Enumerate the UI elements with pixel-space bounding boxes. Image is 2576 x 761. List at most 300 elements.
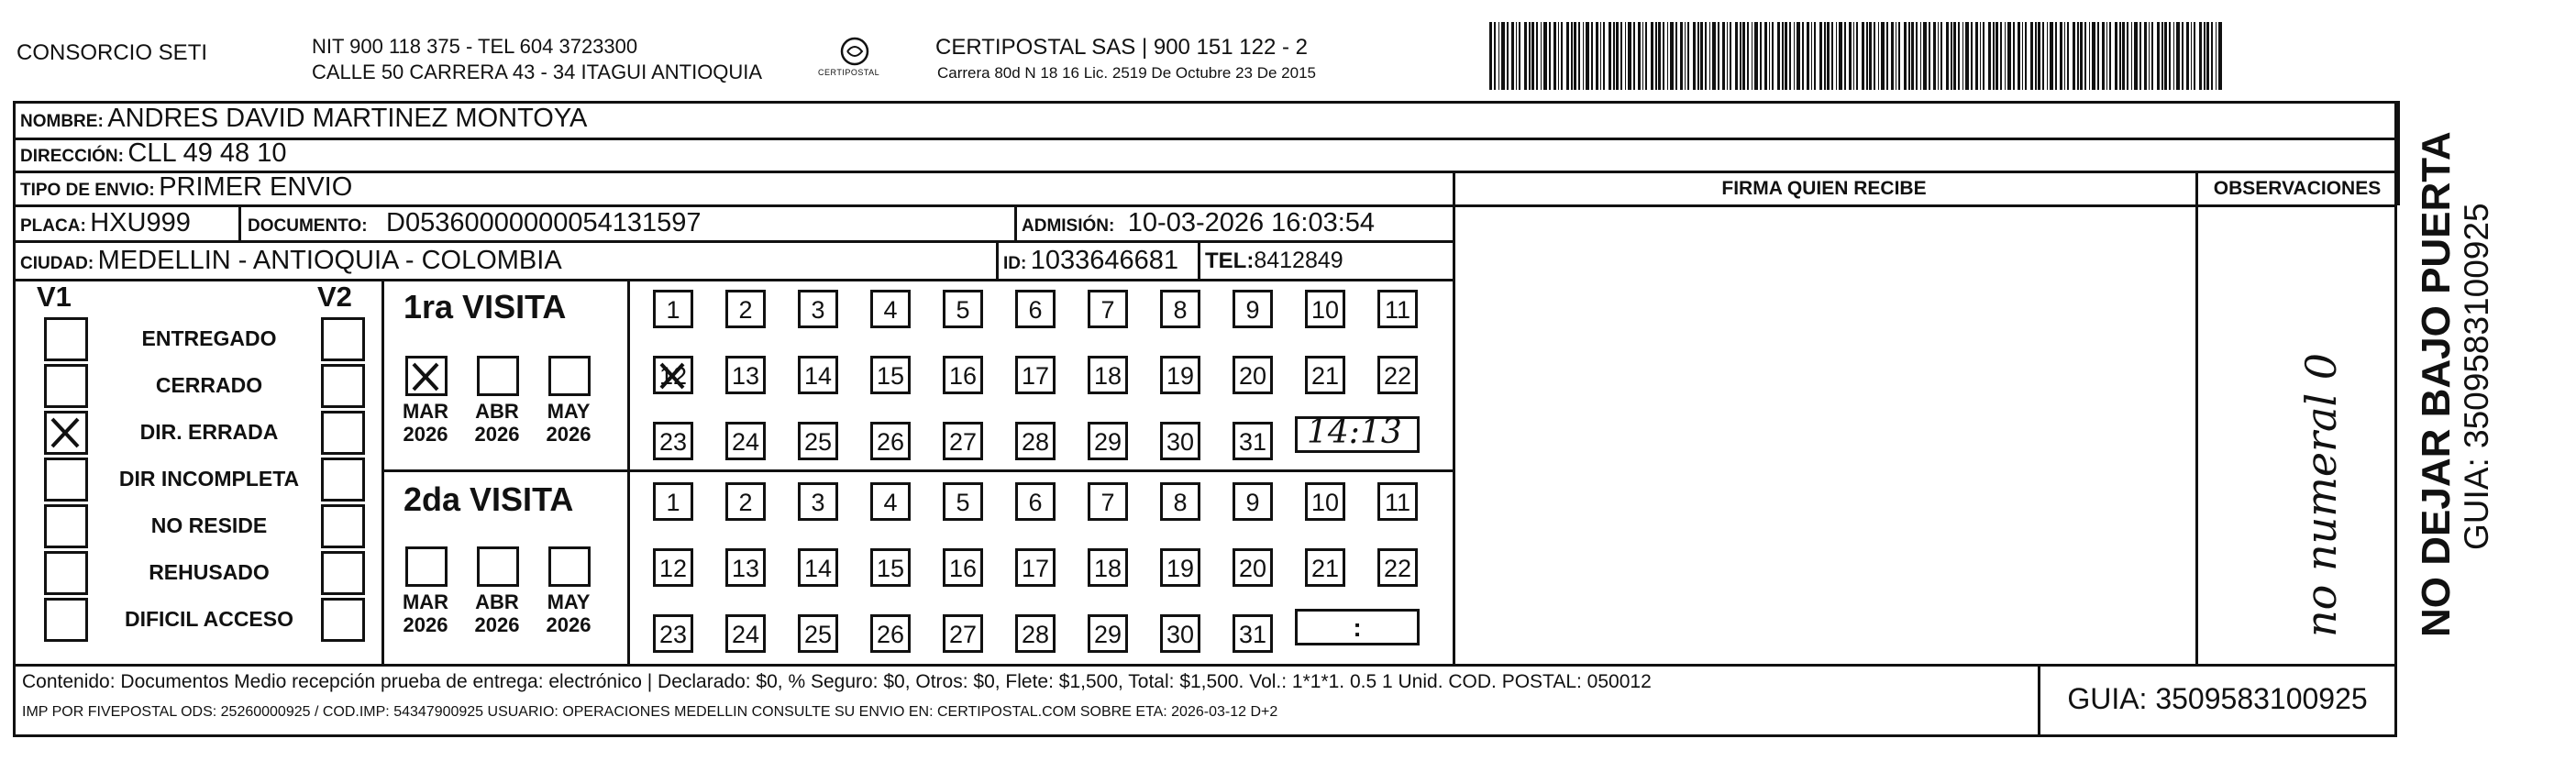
barcode-bar (2176, 22, 2180, 90)
barcode-bar (1680, 22, 1683, 90)
barcode-bar (1727, 22, 1728, 90)
month-name: MAY (547, 400, 591, 423)
barcode-bar (1831, 22, 1833, 90)
barcode-bar (1760, 22, 1762, 90)
barcode-bar (1953, 22, 1956, 90)
v1-checkbox[interactable] (44, 458, 88, 502)
v2-checkbox[interactable] (321, 504, 365, 548)
barcode-bar (1645, 22, 1647, 90)
carrier-line: CERTIPOSTAL SAS | 900 151 122 - 2 (935, 35, 1308, 60)
ciudad-label: CIUDAD: (20, 254, 94, 273)
day-box[interactable] (1305, 548, 1345, 587)
barcode-bar (1616, 22, 1619, 90)
col-line (2195, 171, 2198, 664)
barcode-bar (1667, 22, 1668, 90)
month-year: 2026 (474, 423, 520, 446)
day-number: 27 (948, 428, 978, 456)
barcode-bar (1541, 22, 1542, 90)
barcode-bar (1769, 22, 1770, 90)
barcode-bar (1962, 22, 1963, 90)
barcode-bar (1524, 22, 1527, 90)
barcode-bar (1609, 22, 1611, 90)
barcode-bar (1531, 22, 1534, 90)
month-label (468, 400, 526, 446)
day-box[interactable] (1015, 482, 1056, 521)
day-box[interactable] (943, 356, 983, 394)
barcode-bar (1625, 22, 1626, 90)
first-visit-time: 14:13 (1307, 414, 1402, 451)
day-number: 10 (1310, 296, 1340, 324)
barcode-bar (2157, 22, 2160, 90)
v1-checkbox[interactable] (44, 551, 88, 595)
v1-checkbox[interactable] (44, 598, 88, 642)
day-number: 30 (1166, 428, 1195, 456)
barcode-bar (2182, 22, 2184, 90)
day-number: 20 (1238, 362, 1267, 390)
day-number: 31 (1238, 428, 1267, 456)
barcode-bar (1730, 22, 1731, 90)
day-box[interactable] (870, 356, 911, 394)
barcode-bar (1886, 22, 1888, 90)
admision-label: ADMISIÓN: (1022, 216, 1115, 236)
day-box[interactable] (1088, 422, 1128, 460)
logo-text: CERTIPOSTAL (818, 68, 880, 77)
day-box[interactable] (943, 548, 983, 587)
day-box[interactable] (943, 290, 983, 328)
barcode-bar (1946, 22, 1949, 90)
barcode-bar (2025, 22, 2027, 90)
barcode-bar (1920, 22, 1921, 90)
barcode-bar (2169, 22, 2171, 90)
day-number: 2 (738, 296, 753, 324)
barcode-bar (2038, 22, 2040, 90)
barcode-bar (1501, 22, 1505, 90)
barcode-bar (1869, 22, 1872, 90)
day-number: 17 (1021, 555, 1050, 582)
day-box[interactable] (725, 614, 766, 653)
nit-line: NIT 900 118 375 - TEL 604 3723300 (312, 35, 638, 58)
ciudad-value: MEDELLIN - ANTIOQUIA - COLOMBIA (97, 246, 562, 275)
status-label: ENTREGADO (141, 326, 277, 350)
v2-checkbox[interactable] (321, 458, 365, 502)
day-box[interactable] (725, 356, 766, 394)
placa-cell (20, 208, 191, 238)
barcode-bar (2191, 22, 2192, 90)
barcode-bar (1827, 22, 1830, 90)
day-box[interactable] (1088, 290, 1128, 328)
barcode-bar (2060, 22, 2062, 90)
v2-checkbox[interactable] (321, 551, 365, 595)
barcode-bar (1498, 22, 1499, 90)
v1-checkbox[interactable] (44, 364, 88, 408)
day-number: 30 (1166, 621, 1195, 648)
day-number: 16 (948, 555, 978, 582)
barcode-bar (2018, 22, 2020, 90)
x-mark-icon (656, 358, 691, 393)
day-box[interactable] (1160, 548, 1200, 587)
day-box[interactable] (1305, 356, 1345, 394)
barcode-bar (1536, 22, 1538, 90)
day-box[interactable] (1305, 482, 1345, 521)
barcode (1489, 22, 2223, 90)
barcode-bar (1898, 22, 1900, 90)
barcode-bar (1794, 22, 1795, 90)
certipostal-logo (814, 33, 895, 84)
row-line (381, 469, 1453, 472)
day-number: 19 (1166, 555, 1195, 582)
col-line (996, 240, 999, 279)
day-box[interactable] (870, 614, 911, 653)
v1-checkbox[interactable] (44, 317, 88, 361)
barcode-bar (2161, 22, 2163, 90)
v2-checkbox[interactable] (321, 364, 365, 408)
day-box[interactable] (1233, 482, 1273, 521)
row-line (13, 240, 1453, 243)
barcode-bar (1904, 22, 1907, 90)
month-checkbox[interactable] (477, 546, 519, 587)
documento-label: DOCUMENTO: (248, 216, 368, 236)
day-number: 22 (1383, 362, 1412, 390)
barcode-bar (1578, 22, 1580, 90)
observaciones-label: OBSERVACIONES (2213, 178, 2382, 199)
no-dejar-warning: NO DEJAR BAJO PUERTA (2414, 131, 2459, 637)
day-box[interactable] (798, 290, 838, 328)
day-number: 10 (1310, 489, 1340, 516)
barcode-bar (2127, 22, 2128, 90)
day-box[interactable] (798, 356, 838, 394)
day-box[interactable] (653, 290, 693, 328)
day-number: 7 (1100, 489, 1115, 516)
day-number: 28 (1021, 621, 1050, 648)
barcode-bar (1814, 22, 1816, 90)
barcode-bar (2194, 22, 2195, 90)
barcode-bar (1529, 22, 1531, 90)
barcode-bar (2218, 22, 2222, 90)
day-number: 11 (1384, 489, 1411, 516)
day-number: 15 (876, 555, 905, 582)
v1-checkbox[interactable] (44, 411, 88, 455)
day-number: 28 (1021, 428, 1050, 456)
barcode-bar (1511, 22, 1514, 90)
barcode-bar (1754, 22, 1758, 90)
month-checkbox[interactable] (405, 356, 448, 396)
barcode-bar (1658, 22, 1661, 90)
barcode-bar (2077, 22, 2079, 90)
row-line (13, 279, 1453, 281)
day-box[interactable] (943, 482, 983, 521)
status-label: DIR. ERRADA (139, 420, 279, 444)
day-box[interactable] (653, 548, 693, 587)
barcode-bar (1797, 22, 1800, 90)
barcode-bar (1844, 22, 1846, 90)
barcode-bar (1988, 22, 1991, 90)
month-year: 2026 (403, 613, 448, 636)
barcode-bar (1663, 22, 1664, 90)
barcode-bar (1600, 22, 1601, 90)
barcode-bar (1553, 22, 1556, 90)
day-box[interactable] (1088, 614, 1128, 653)
day-box[interactable] (870, 290, 911, 328)
day-box[interactable] (943, 422, 983, 460)
barcode-bar (2047, 22, 2048, 90)
v1-label: V1 (37, 281, 72, 313)
day-box[interactable] (1160, 290, 1200, 328)
barcode-bar (2199, 22, 2202, 90)
day-box[interactable] (1088, 356, 1128, 394)
barcode-bar (2173, 22, 2174, 90)
day-box[interactable] (1233, 548, 1273, 587)
day-number: 3 (811, 489, 825, 516)
col-line (1014, 204, 1017, 240)
day-box[interactable] (1160, 422, 1200, 460)
barcode-bar (1983, 22, 1985, 90)
day-number: 9 (1245, 296, 1260, 324)
day-box[interactable] (1233, 614, 1273, 653)
barcode-bar (1916, 22, 1918, 90)
day-box[interactable] (1015, 422, 1056, 460)
v2-checkbox[interactable] (321, 598, 365, 642)
day-box[interactable] (1305, 290, 1345, 328)
barcode-bar (2109, 22, 2111, 90)
day-box[interactable] (725, 548, 766, 587)
barcode-bar (1785, 22, 1787, 90)
day-box[interactable] (1160, 356, 1200, 394)
day-number: 20 (1238, 555, 1267, 582)
barcode-bar (1489, 22, 1492, 90)
barcode-bar (1494, 22, 1496, 90)
barcode-bar (1516, 22, 1517, 90)
tel-label: TEL: (1205, 248, 1255, 273)
barcode-bar (2073, 22, 2075, 90)
row-line (13, 171, 2397, 173)
observaciones-handwriting: no numeral 0 (2296, 352, 2346, 637)
barcode-bar (1764, 22, 1767, 90)
col-line (1453, 171, 1455, 664)
day-number: 24 (731, 621, 760, 648)
day-box[interactable] (1233, 290, 1273, 328)
day-number: 1 (666, 296, 680, 324)
placa-value: HXU999 (90, 208, 191, 237)
barcode-bar (1996, 22, 1998, 90)
day-number: 3 (811, 296, 825, 324)
day-number: 22 (1383, 555, 1412, 582)
day-box[interactable] (870, 422, 911, 460)
barcode-bar (1709, 22, 1710, 90)
barcode-bar (1971, 22, 1973, 90)
day-box[interactable] (798, 422, 838, 460)
day-box[interactable] (798, 482, 838, 521)
barcode-bar (1789, 22, 1791, 90)
day-number: 13 (731, 362, 760, 390)
v2-checkbox[interactable] (321, 317, 365, 361)
day-number: 5 (956, 489, 970, 516)
status-label: DIR INCOMPLETA (118, 467, 300, 491)
barcode-bar (1549, 22, 1551, 90)
barcode-bar (1670, 22, 1674, 90)
barcode-bar (2000, 22, 2002, 90)
firma-label: FIRMA QUIEN RECIBE (1721, 178, 1927, 199)
barcode-bar (1722, 22, 1725, 90)
day-number: 6 (1028, 296, 1043, 324)
barcode-bar (1687, 22, 1689, 90)
tipo-label: TIPO DE ENVIO: (20, 181, 155, 200)
barcode-bar (1933, 22, 1936, 90)
day-box[interactable] (653, 422, 693, 460)
day-number: 19 (1166, 362, 1195, 390)
v1-checkbox[interactable] (44, 504, 88, 548)
tel-value: 8412849 (1254, 248, 1343, 273)
month-checkbox[interactable] (477, 356, 519, 396)
day-box[interactable] (798, 548, 838, 587)
day-box[interactable] (943, 614, 983, 653)
barcode-bar (2206, 22, 2209, 90)
barcode-bar (1975, 22, 1978, 90)
day-box[interactable] (725, 422, 766, 460)
day-box[interactable] (1015, 290, 1056, 328)
day-box[interactable] (1088, 482, 1128, 521)
day-number: 13 (731, 555, 760, 582)
barcode-bar (2106, 22, 2107, 90)
barcode-bar (1697, 22, 1699, 90)
barcode-bar (1891, 22, 1894, 90)
barcode-bar (2149, 22, 2150, 90)
documento-cell (248, 208, 702, 238)
barcode-bar (1881, 22, 1885, 90)
day-box[interactable] (1377, 356, 1418, 394)
barcode-bar (2122, 22, 2125, 90)
day-number: 26 (876, 428, 905, 456)
day-box[interactable] (1015, 356, 1056, 394)
month-name: MAR (402, 590, 449, 613)
barcode-bar (1747, 22, 1749, 90)
barcode-bar (2022, 22, 2023, 90)
month-name: ABR (475, 590, 519, 613)
barcode-bar (1651, 22, 1653, 90)
day-box[interactable] (653, 482, 693, 521)
barcode-bar (2005, 22, 2006, 90)
barcode-bar (1819, 22, 1822, 90)
day-box[interactable] (870, 482, 911, 521)
second-visit-time-box (1295, 609, 1420, 645)
day-box[interactable] (798, 614, 838, 653)
day-box[interactable] (1377, 290, 1418, 328)
admision-cell (1022, 208, 1375, 238)
month-checkbox[interactable] (405, 546, 448, 587)
col-line (238, 204, 241, 240)
month-checkbox[interactable] (548, 356, 591, 396)
barcode-bar (1561, 22, 1563, 90)
day-number: 5 (956, 296, 970, 324)
barcode-bar (1849, 22, 1852, 90)
month-checkbox[interactable] (548, 546, 591, 587)
ciudad-cell (20, 246, 562, 276)
day-number: 27 (948, 621, 978, 648)
barcode-bar (1965, 22, 1969, 90)
day-box[interactable] (1088, 548, 1128, 587)
day-box[interactable] (1015, 548, 1056, 587)
status-label: REHUSADO (149, 560, 270, 584)
day-number: 25 (803, 621, 833, 648)
barcode-bar (1655, 22, 1657, 90)
day-box[interactable] (725, 482, 766, 521)
day-box[interactable] (1233, 422, 1273, 460)
footer-line-1: Contenido: Documentos Medio recepción prueba de entrega: electrónico | Declarado: $0, % Seguro: $0, Otros: $0, Flete: $1,500, Total: $1,500. Vol.: 1*1*1. 0.5 1 Unid. COD. POSTAL: 050012 (22, 671, 1652, 692)
day-box[interactable] (1377, 482, 1418, 521)
barcode-bar (1543, 22, 1547, 90)
v2-checkbox[interactable] (321, 411, 365, 455)
day-number: 18 (1093, 555, 1122, 582)
barcode-bar (1802, 22, 1804, 90)
barcode-bar (1507, 22, 1509, 90)
barcode-bar (1839, 22, 1842, 90)
x-mark-icon (47, 414, 85, 452)
nombre-value: ANDRES DAVID MARTINEZ MONTOYA (107, 104, 588, 133)
id-cell (1003, 246, 1178, 276)
day-number: 12 (658, 555, 688, 582)
barcode-bar (1878, 22, 1879, 90)
day-box[interactable] (1160, 614, 1200, 653)
status-label: CERRADO (155, 373, 263, 397)
day-number: 24 (731, 428, 760, 456)
day-box[interactable] (653, 614, 693, 653)
second-visit-time: : (1353, 613, 1362, 642)
day-number: 11 (1384, 296, 1411, 324)
day-number: 8 (1173, 296, 1188, 324)
footer-guia: GUIA: 3509583100925 (2067, 682, 2368, 715)
barcode-bar (2131, 22, 2132, 90)
barcode-bar (2186, 22, 2189, 90)
admision-value: 10-03-2026 16:03:54 (1127, 208, 1376, 237)
month-year: 2026 (546, 613, 591, 636)
barcode-bar (1638, 22, 1641, 90)
barcode-bar (2144, 22, 2147, 90)
barcode-bar (1866, 22, 1868, 90)
day-number: 31 (1238, 621, 1267, 648)
barcode-bar (2035, 22, 2037, 90)
second-visit-title: 2da VISITA (404, 480, 574, 518)
barcode-bar (1856, 22, 1858, 90)
barcode-bar (1571, 22, 1573, 90)
day-box[interactable] (1233, 356, 1273, 394)
barcode-bar (2089, 22, 2090, 90)
first-visit-title: 1ra VISITA (404, 288, 567, 325)
day-box[interactable] (725, 290, 766, 328)
barcode-bar (2067, 22, 2069, 90)
barcode-bar (2204, 22, 2206, 90)
barcode-bar (1908, 22, 1910, 90)
barcode-bar (1519, 22, 1520, 90)
day-box[interactable] (1160, 482, 1200, 521)
day-box[interactable] (653, 356, 693, 394)
tipo-value: PRIMER ENVIO (159, 172, 353, 202)
id-value: 1033646681 (1030, 246, 1179, 275)
side-guia: GUIA: 3509583100925 (2458, 203, 2495, 550)
day-number: 16 (948, 362, 978, 390)
day-box[interactable] (870, 548, 911, 587)
day-box[interactable] (1015, 614, 1056, 653)
barcode-bar (1811, 22, 1812, 90)
barcode-bar (2084, 22, 2086, 90)
barcode-bar (1558, 22, 1559, 90)
barcode-bar (1940, 22, 1942, 90)
carrier-sub: Carrera 80d N 18 16 Lic. 2519 De Octubre 23 De 2015 (937, 64, 1316, 82)
barcode-bar (1685, 22, 1686, 90)
day-number: 14 (803, 555, 833, 582)
day-box[interactable] (1377, 548, 1418, 587)
barcode-bar (1853, 22, 1854, 90)
barcode-bar (1782, 22, 1784, 90)
day-number: 8 (1173, 489, 1188, 516)
